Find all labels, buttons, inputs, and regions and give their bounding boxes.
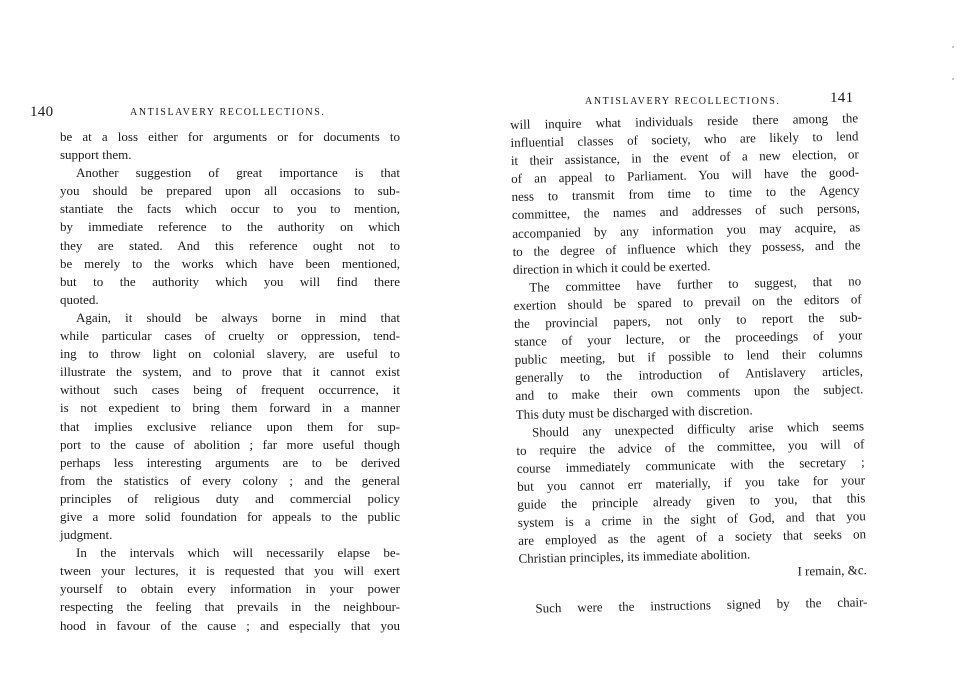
page-number: 141 bbox=[830, 90, 854, 106]
text-line: public meeting, but if possible to lend their columns bbox=[514, 345, 863, 368]
text-line: perhaps less interesting arguments are to be derived bbox=[60, 454, 400, 470]
running-head: ANTISLAVERY RECOLLECTIONS. bbox=[130, 107, 326, 118]
margin-speck bbox=[952, 46, 954, 48]
text-line: influential classes of society, who are likely to lend bbox=[510, 128, 859, 151]
text-line: generally to the introduction of Antislavery articles, bbox=[514, 363, 864, 386]
text-line: be at a loss either for arguments or for documents to bbox=[60, 129, 400, 144]
text-line: direction in which it could be exerted. bbox=[512, 257, 711, 277]
text-line: ing to throw light on colonial slavery, are useful to bbox=[60, 346, 400, 362]
text-line: that implies exclusive reliance upon them for sup- bbox=[60, 418, 400, 434]
text-line: give a more solid foundation for appeals to the public bbox=[60, 508, 400, 524]
text-line: from the statistics of every colony ; and the general bbox=[60, 472, 400, 488]
text-line: to the degree of influence which they possess, and the bbox=[512, 236, 861, 259]
text-line: accompanied by any information you may acquire, as bbox=[512, 218, 861, 241]
page-number: 140 bbox=[30, 104, 54, 120]
text-line: will inquire what individuals reside there among the bbox=[510, 110, 859, 132]
text-line: it their assistance, in the event of a new election, or bbox=[510, 146, 859, 169]
text-line: you should be prepared upon all occasions to sub- bbox=[60, 183, 400, 199]
text-line: but you cannot err materially, if you take for your bbox=[516, 472, 866, 494]
left-page bbox=[0, 0, 480, 680]
text-line: committee, the names and addresses of such persons, bbox=[511, 200, 860, 223]
text-line: Should any unexpected difficulty arise which seems bbox=[531, 417, 865, 440]
text-line: In the intervals which will necessarily elapse be- bbox=[76, 545, 400, 561]
text-line: they are stated. And this reference ought not to bbox=[60, 237, 400, 253]
text-line: exertion should be spared to prevail on the editors of bbox=[513, 291, 862, 313]
text-line: system is a crime in the sight of God, and that you bbox=[517, 508, 866, 530]
text-line: Christian principles, its immediate abolition. bbox=[518, 546, 751, 567]
text-line: tween your lectures, it is requested that you will exert bbox=[60, 563, 400, 579]
text-line: hood in favour of the cause ; and especially that you bbox=[60, 617, 400, 633]
text-line: The committee have further to suggest, that no bbox=[529, 273, 862, 295]
text-line: yourself to obtain every information in your power bbox=[60, 581, 400, 597]
text-line: of an appeal to Parliament. You will have the good- bbox=[511, 164, 860, 187]
text-line: Again, it should be always borne in mind that bbox=[76, 309, 400, 325]
text-line: are employed as the agent of a society that seeks on bbox=[518, 526, 867, 549]
text-line: and to make their own comments upon the subject. bbox=[515, 381, 864, 404]
text-line: port to the cause of abolition ; far more useful though bbox=[60, 436, 400, 452]
text-line: ness to transmit from time to time to the Agency bbox=[511, 182, 860, 205]
margin-speck bbox=[952, 78, 954, 80]
text-line: principles of religious duty and commercial policy bbox=[60, 490, 400, 506]
text-line: course immediately communicate with the secretary ; bbox=[516, 454, 865, 476]
text-line: judgment. bbox=[60, 527, 113, 543]
text-line: illustrate the system, and to prove that it cannot exist bbox=[60, 364, 400, 380]
text-line: but to the authority which you will find there bbox=[60, 273, 400, 289]
right-page-body bbox=[510, 109, 868, 618]
text-line: be merely to the works which have been mentioned, bbox=[60, 255, 400, 271]
text-line: stance of your lecture, or the proceedings of your bbox=[514, 327, 863, 350]
text-line: guide the principle already given to you, that this bbox=[517, 490, 866, 512]
text-line: stantiate the facts which occur to you to mention, bbox=[60, 201, 400, 217]
text-line: respecting the feeling that prevails in the neighbour- bbox=[60, 599, 400, 615]
text-line: to require the advice of the committee, you will of bbox=[516, 435, 865, 458]
text-line: while particular cases of cruelty or oppression, tend- bbox=[60, 328, 400, 344]
text-line: Such were the instructions signed by the chair- bbox=[535, 594, 868, 617]
text-line: quoted. bbox=[60, 291, 99, 307]
text-line: the provincial papers, not only to report the sub- bbox=[513, 309, 863, 331]
text-line: Another suggestion of great importance is that bbox=[76, 165, 400, 181]
running-head: ANTISLAVERY RECOLLECTIONS. bbox=[585, 96, 781, 107]
text-line: without such cases being of frequent occurrence, it bbox=[60, 382, 400, 398]
closing-line: I remain, &c. bbox=[797, 562, 867, 579]
text-line: support them. bbox=[60, 147, 132, 163]
left-page-body bbox=[60, 128, 400, 635]
text-line: by immediate reference to the authority on which bbox=[60, 219, 400, 235]
text-line: is not expedient to bring them forward in a manner bbox=[60, 400, 400, 416]
text-line: This duty must be discharged with discretion. bbox=[515, 401, 753, 422]
right-page bbox=[480, 0, 980, 680]
